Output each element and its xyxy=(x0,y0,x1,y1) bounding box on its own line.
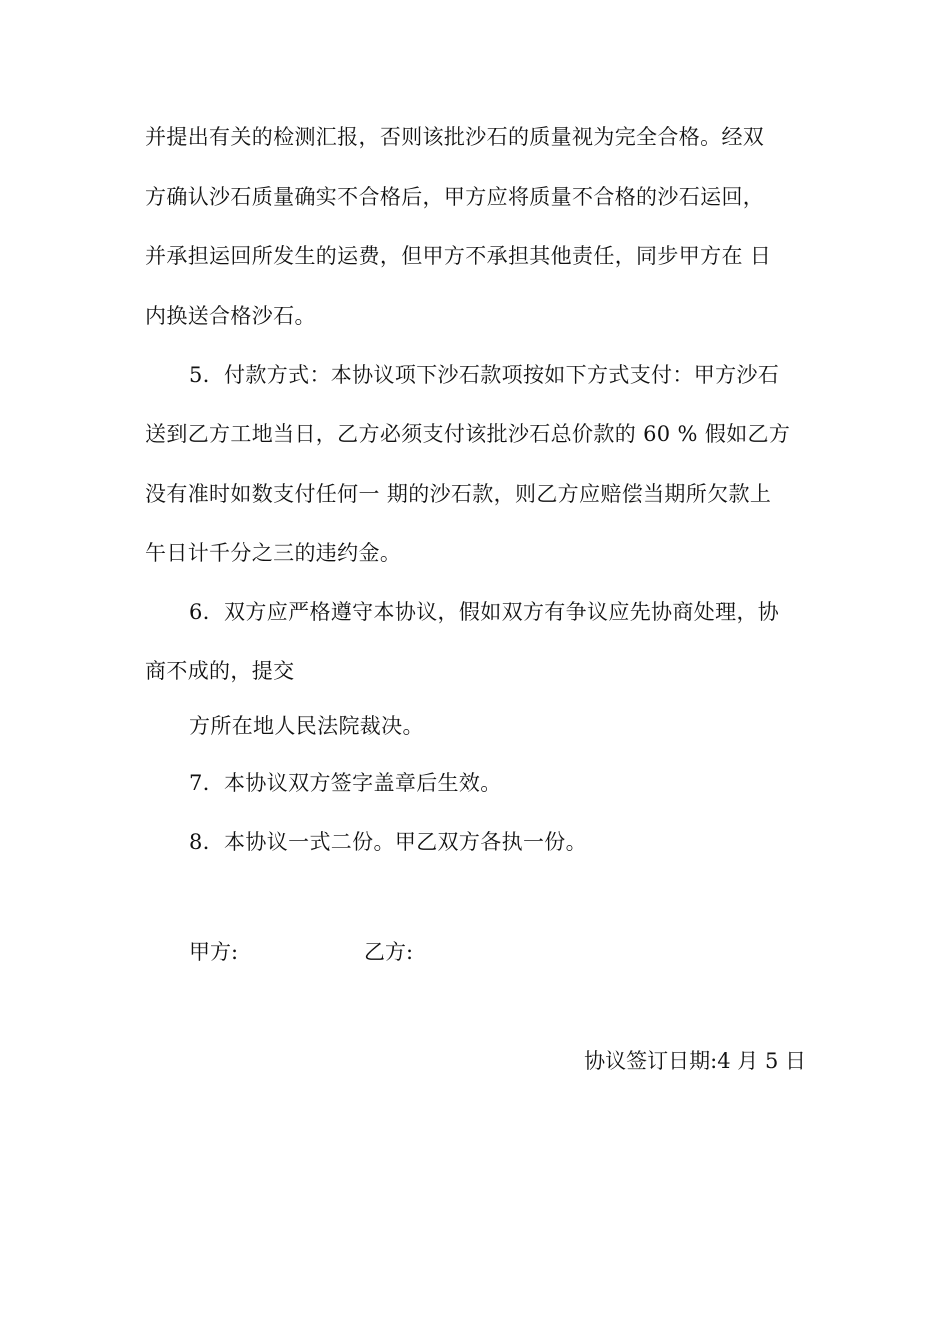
clause-7: 7．本协议双方签字盖章后生效。 xyxy=(189,771,502,795)
clause-5-line-3: 没有准时如数支付任何一 期的沙石款，则乙方应赔偿当期所欠款上 xyxy=(145,482,772,506)
text-line-3: 并承担运回所发生的运费，但甲方不承担其他责任，同步甲方在 日 xyxy=(145,244,772,268)
clause-6-line-3: 方所在地人民法院裁决。 xyxy=(189,714,424,738)
party-a-signature-label: 甲方: xyxy=(189,940,239,964)
clause-6-line-1: 6．双方应严格遵守本协议，假如双方有争议应先协商处理，协 xyxy=(189,600,780,624)
clause-5-line-1: 5．付款方式：本协议项下沙石款项按如下方式支付：甲方沙石 xyxy=(189,363,780,387)
sign-date: 协议签订日期:4 月 5 日 xyxy=(584,1049,806,1073)
party-b-signature-label: 乙方: xyxy=(364,940,414,964)
clause-8: 8．本协议一式二份。甲乙双方各执一份。 xyxy=(189,830,588,854)
clause-6-line-2: 商不成的，提交 xyxy=(145,659,295,683)
text-line-2: 方确认沙石质量确实不合格后，甲方应将质量不合格的沙石运回， xyxy=(145,185,765,209)
text-line-4: 内换送合格沙石。 xyxy=(145,304,316,328)
text-line-1: 并提出有关的检测汇报，否则该批沙石的质量视为完全合格。经双 xyxy=(145,125,765,149)
clause-5-line-2: 送到乙方工地当日，乙方必须支付该批沙石总价款的 60 % 假如乙方 xyxy=(145,422,791,446)
clause-5-line-4: 午日计千分之三的违约金。 xyxy=(145,541,402,565)
